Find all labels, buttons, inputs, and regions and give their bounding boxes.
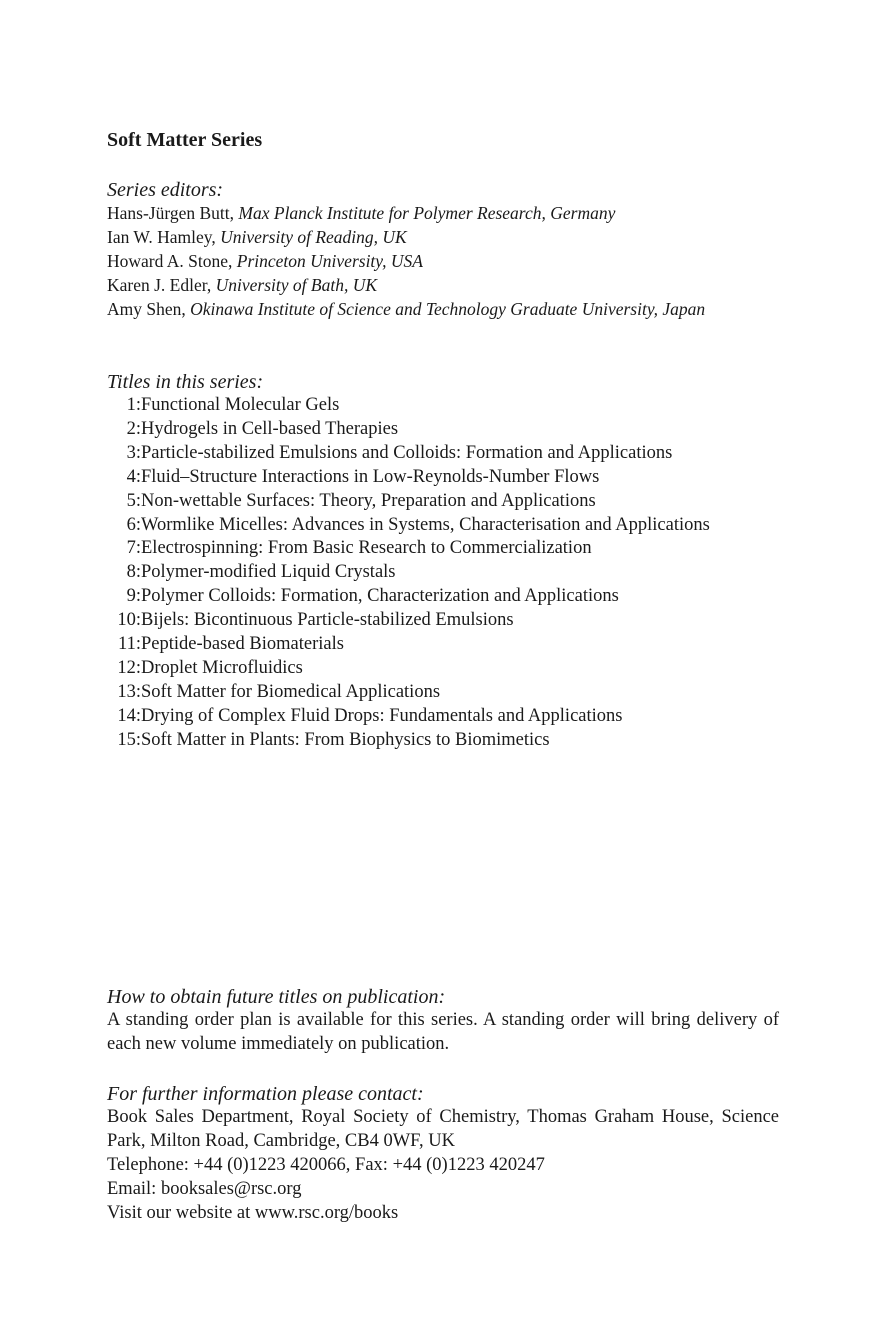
title-number: 13: bbox=[117, 681, 141, 702]
title-list-item bbox=[107, 490, 779, 514]
title-text: Soft Matter in Plants: From Biophysics to Biomimetics bbox=[141, 729, 550, 750]
title-list-item bbox=[107, 442, 779, 466]
title-text: Soft Matter for Biomedical Applications bbox=[141, 681, 441, 702]
title-number: 11: bbox=[118, 634, 141, 655]
editor-entry bbox=[107, 274, 779, 298]
editor-name: Amy Shen, bbox=[107, 298, 191, 319]
title-number: 9: bbox=[126, 586, 141, 607]
title-number: 1: bbox=[126, 395, 141, 415]
editor-entry bbox=[107, 250, 779, 274]
editor-name: Hans-Jürgen Butt, bbox=[107, 203, 239, 223]
title-number: 12: bbox=[117, 657, 141, 678]
title-list-item bbox=[107, 466, 779, 490]
title-list-item bbox=[107, 705, 779, 729]
title-list-item bbox=[107, 657, 779, 681]
title-list-item bbox=[107, 633, 779, 657]
title-text: Polymer-modified Liquid Crystals bbox=[141, 562, 396, 583]
title-list-item bbox=[107, 561, 779, 585]
title-text: Hydrogels in Cell-based Therapies bbox=[141, 418, 399, 439]
editor-name: Howard A. Stone, bbox=[107, 250, 237, 271]
title-number: 8: bbox=[126, 562, 141, 583]
title-list-item bbox=[107, 585, 779, 609]
title-number: 5: bbox=[126, 490, 141, 511]
contact-heading: For further information please contact: bbox=[107, 1083, 424, 1105]
title-text: Drying of Complex Fluid Drops: Fundamentals and Applications bbox=[141, 705, 623, 726]
title-number: 2: bbox=[126, 418, 141, 439]
title-text: Particle-stabilized Emulsions and Colloids: Formation and Applications bbox=[141, 442, 673, 463]
editor-affiliation: Princeton University, USA bbox=[236, 250, 423, 271]
editor-affiliation: Okinawa Institute of Science and Technology Graduate University, Japan bbox=[190, 298, 706, 319]
obtain-titles-section bbox=[107, 985, 779, 1057]
title-text: Polymer Colloids: Formation, Characterization and Applications bbox=[141, 586, 619, 607]
title-list-item bbox=[107, 729, 779, 753]
title-list-item bbox=[107, 418, 779, 442]
title-number: 3: bbox=[126, 442, 141, 463]
title-text: Droplet Microfluidics bbox=[141, 657, 303, 678]
title-text: Non-wettable Surfaces: Theory, Preparation and Applications bbox=[141, 490, 596, 511]
contact-website: Visit our website at www.rsc.org/books bbox=[107, 1202, 399, 1223]
editor-entry bbox=[107, 298, 779, 322]
title-number: 15: bbox=[117, 729, 141, 750]
editor-entry bbox=[107, 202, 779, 226]
obtain-titles-heading: How to obtain future titles on publication: bbox=[107, 986, 446, 1008]
title-number: 7: bbox=[126, 538, 141, 559]
editor-entry bbox=[107, 226, 779, 250]
title-text: Wormlike Micelles: Advances in Systems, Characterisation and Applications bbox=[141, 514, 710, 535]
title-list-item bbox=[107, 681, 779, 705]
title-text: Functional Molecular Gels bbox=[141, 395, 340, 415]
title-list-item bbox=[107, 537, 779, 561]
title-number: 4: bbox=[126, 466, 141, 487]
editor-affiliation: University of Reading, UK bbox=[220, 226, 407, 247]
title-text: Electrospinning: From Basic Research to Commercialization bbox=[141, 538, 592, 559]
editor-name: Karen J. Edler, bbox=[107, 274, 216, 295]
series-editors-section bbox=[107, 178, 779, 322]
title-number: 10: bbox=[117, 610, 141, 631]
contact-phone-fax: Telephone: +44 (0)1223 420066, Fax: +44 (0)1223 420247 bbox=[107, 1154, 545, 1175]
standing-order-text: A standing order plan is available for this series. A standing order will bring delivery of each new volume immediately on publication. bbox=[107, 1010, 779, 1054]
title-list-item bbox=[107, 609, 779, 633]
title-list-item bbox=[107, 514, 779, 538]
titles-heading: Titles in this series: bbox=[107, 371, 264, 393]
contact-section bbox=[107, 1082, 779, 1226]
title-number: 14: bbox=[117, 705, 141, 726]
titles-section bbox=[107, 370, 779, 753]
title-text: Peptide-based Biomaterials bbox=[141, 634, 344, 655]
editor-name: Ian W. Hamley, bbox=[107, 226, 221, 247]
series-title: Soft Matter Series bbox=[107, 129, 263, 151]
series-editors-heading: Series editors: bbox=[107, 179, 224, 201]
contact-address: Book Sales Department, Royal Society of Chemistry, Thomas Graham House, Science Park, Milton Road, Cambridge, CB4 0WF, UK bbox=[107, 1107, 779, 1151]
title-list-item bbox=[107, 394, 779, 418]
editor-affiliation: University of Bath, UK bbox=[215, 274, 378, 295]
title-text: Fluid–Structure Interactions in Low-Reynolds-Number Flows bbox=[141, 466, 600, 487]
editor-affiliation: Max Planck Institute for Polymer Research, Germany bbox=[238, 203, 616, 223]
title-text: Bijels: Bicontinuous Particle-stabilized Emulsions bbox=[141, 610, 514, 631]
title-number: 6: bbox=[126, 514, 141, 535]
contact-email: Email: booksales@rsc.org bbox=[107, 1178, 302, 1199]
